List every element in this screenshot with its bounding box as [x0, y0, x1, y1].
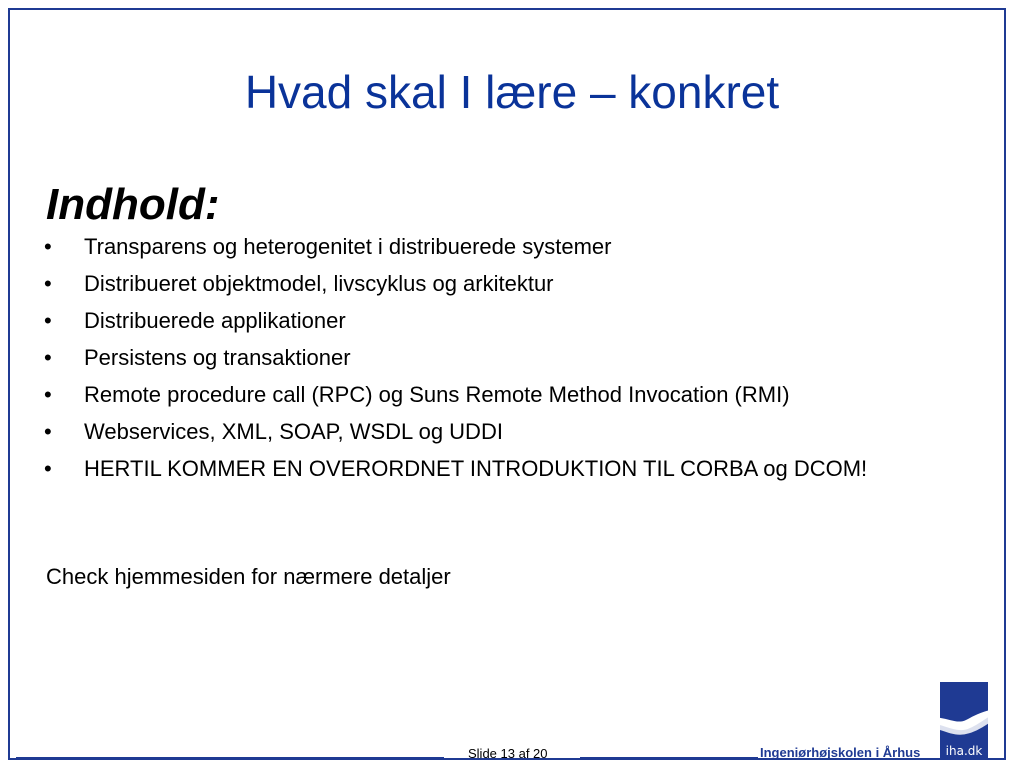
school-name: Ingeniørhøjskolen i Århus — [760, 745, 921, 760]
bullet-marker: • — [44, 234, 52, 259]
bullet-item — [44, 269, 944, 298]
logo-text: iha.dk — [945, 744, 983, 758]
bullet-text: HERTIL KOMMER EN OVERORDNET INTRODUKTION TIL CORBA og DCOM! — [84, 456, 868, 481]
bullet-marker: • — [44, 271, 52, 296]
closing-note: Check hjemmesiden for nærmere detaljer — [46, 564, 451, 589]
bullet-text: Webservices, XML, SOAP, WSDL og UDDI — [84, 419, 503, 444]
bullet-marker: • — [44, 382, 52, 407]
bullet-item — [44, 380, 944, 409]
bullet-text: Remote procedure call (RPC) og Suns Remote Method Invocation (RMI) — [84, 382, 790, 407]
bullet-list — [44, 232, 944, 491]
bullet-text: Persistens og transaktioner — [84, 345, 351, 370]
footer-divider-right — [580, 757, 758, 759]
bullet-text: Transparens og heterogenitet i distribuerede systemer — [84, 234, 612, 259]
bullet-item — [44, 417, 944, 446]
bullet-text: Distribueret objektmodel, livscyklus og arkitektur — [84, 271, 554, 296]
slide-number: Slide 13 af 20 — [468, 746, 548, 761]
footer-divider-left — [16, 757, 444, 759]
bullet-marker: • — [44, 308, 52, 333]
bullet-marker: • — [44, 345, 52, 370]
slide-title: Hvad skal I lære – konkret — [244, 66, 780, 118]
content-heading: Indhold: — [46, 180, 220, 229]
bullet-item — [44, 306, 944, 335]
bullet-text: Distribuerede applikationer — [84, 308, 346, 333]
bullet-item — [44, 232, 944, 261]
bullet-item — [44, 454, 944, 483]
bullet-item — [44, 343, 944, 372]
bullet-marker: • — [44, 419, 52, 444]
bullet-marker: • — [44, 456, 52, 481]
